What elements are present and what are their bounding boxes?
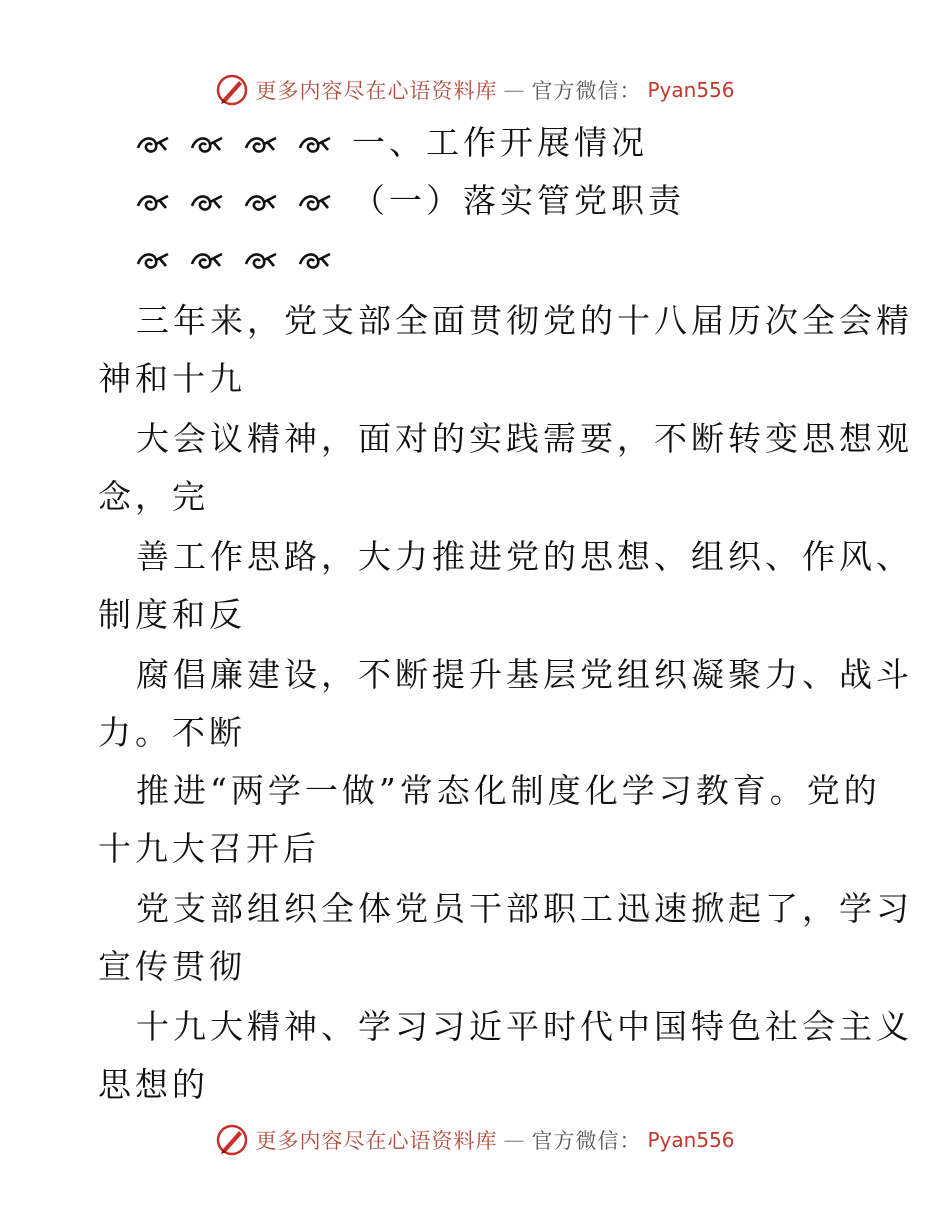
body-line: 神和十九	[98, 359, 246, 398]
banner-wechat-label: 官方微信：	[531, 79, 642, 103]
body-line: 推进“两学一做”常态化制度化学习教育。党的	[136, 771, 881, 810]
banner-wechat-id: Pyan556	[647, 1128, 735, 1152]
body-line: 思想的	[98, 1065, 209, 1104]
ornament-row	[136, 234, 336, 284]
ornament-leaf-icon	[190, 134, 224, 156]
ornament-leaf-icon	[190, 250, 224, 272]
heading-1	[136, 118, 648, 168]
ornament-leaf-icon	[136, 250, 170, 272]
ornament-leaf-icon	[244, 134, 278, 156]
body-line: 三年来，党支部全面贯彻党的十八届历次全会精	[136, 301, 913, 340]
ornament-leaf-icon	[244, 192, 278, 214]
body-line: 十九大精神、学习习近平时代中国特色社会主义	[136, 1007, 913, 1046]
banner-text: 更多内容尽在心语资料库	[255, 1129, 498, 1153]
heading-1-text: 一、工作开展情况	[352, 123, 648, 162]
body-line: 力。不断	[98, 713, 246, 752]
heading-2	[136, 176, 685, 226]
banner-wechat-label: 官方微信：	[531, 1129, 642, 1153]
banner-text: 更多内容尽在心语资料库	[255, 79, 498, 103]
ornament-leaf-icon	[298, 192, 332, 214]
body-line: 党支部组织全体党员干部职工迅速掀起了，学习	[136, 889, 913, 928]
ornament-leaf-icon	[298, 250, 332, 272]
header-banner	[0, 70, 950, 110]
ornament-leaf-icon	[298, 134, 332, 156]
body-line: 制度和反	[98, 595, 246, 634]
body-line: 十九大召开后	[98, 829, 320, 868]
ornament-leaf-icon	[190, 192, 224, 214]
ornament-leaf-icon	[136, 192, 170, 214]
body-line: 宣传贯彻	[98, 947, 246, 986]
footer-banner	[0, 1120, 950, 1160]
ornament-leaf-icon	[136, 134, 170, 156]
banner-dash: —	[503, 78, 526, 102]
heading-2-text: （一）落实管党职责	[352, 181, 685, 220]
body-line: 大会议精神，面对的实践需要，不断转变思想观	[136, 419, 913, 458]
pen-logo-icon	[215, 1123, 249, 1157]
body-line: 腐倡廉建设，不断提升基层党组织凝聚力、战斗	[136, 655, 913, 694]
pen-logo-icon	[215, 73, 249, 107]
banner-dash: —	[503, 1128, 526, 1152]
ornament-leaf-icon	[244, 250, 278, 272]
banner-wechat-id: Pyan556	[647, 78, 735, 102]
body-line: 念，完	[98, 477, 209, 516]
body-line: 善工作思路，大力推进党的思想、组织、作风、	[136, 537, 913, 576]
